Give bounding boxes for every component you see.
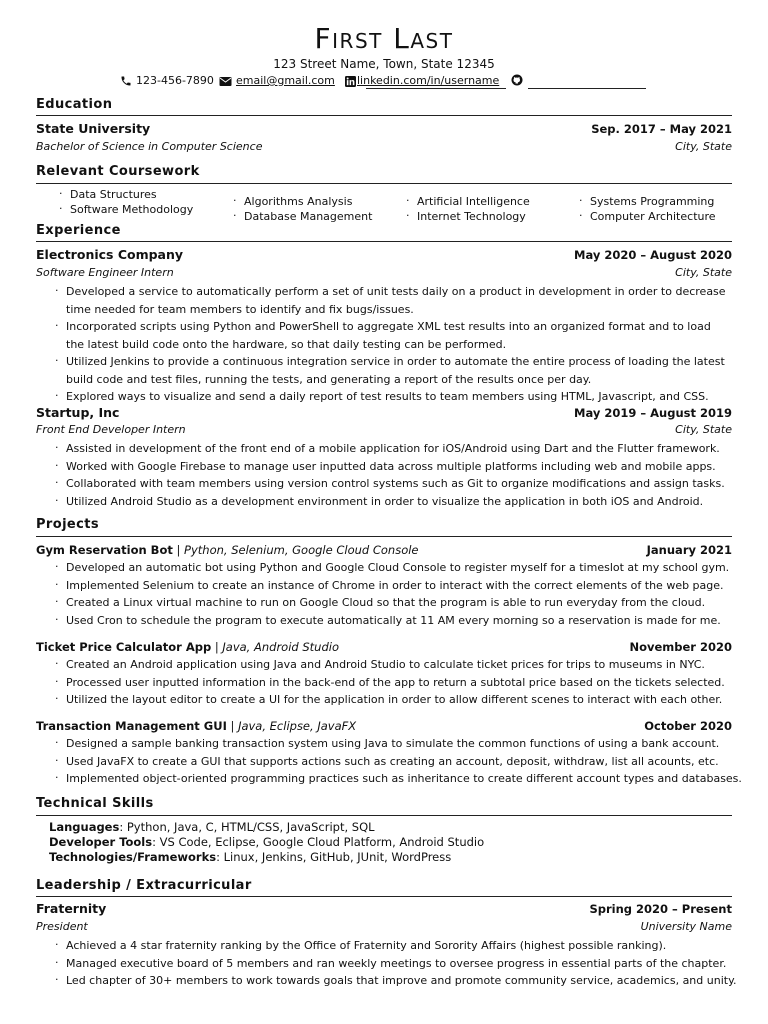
section-rule [36, 241, 732, 242]
school-name: State University [36, 121, 151, 136]
course-item: · Artificial Intelligence [417, 195, 530, 210]
email-item[interactable] [219, 74, 335, 88]
bullet-item: · Utilized Jenkins to provide a continuous integration service in order to automate the entire process of loading the latest build code and test files, running the tests, and generating a report of the results once per day. [66, 353, 732, 388]
bullet-item: · Created a Linux virtual machine to run on Google Cloud so that the program is able to run everyday from the cloud. [66, 594, 732, 612]
email-icon [219, 76, 232, 87]
email-link[interactable]: email@gmail.com [236, 74, 335, 87]
project-tech: Java, Android Studio [222, 640, 339, 654]
skills-label: Technologies/Frameworks [49, 850, 217, 864]
job-dates: May 2019 – August 2019 [574, 406, 732, 420]
bullet-item: · Used JavaFX to create a GUI that supports actions such as creating an account, deposit, withdraw, list all acounts, etc. [66, 753, 732, 771]
leadership-location: University Name [640, 920, 732, 933]
project-date: January 2021 [646, 543, 732, 557]
bullet-item: · Managed executive board of 5 members and ran weekly meetings to oversee progress in essential parts of the chapter. [66, 955, 732, 973]
bullet-item: · Achieved a 4 star fraternity ranking by the Office of Fraternity and Sorority Affairs (highest possible ranking). [66, 937, 732, 955]
bullet-item: · Implemented Selenium to create an instance of Chrome in order to interact with the correct elements of the web page. [66, 577, 732, 595]
education-subheader [36, 140, 732, 154]
course-item: · Algorithms Analysis [244, 195, 372, 210]
section-heading-skills: Technical Skills [36, 796, 154, 811]
bullet-item: · Assisted in development of the front end of a mobile application for iOS/Android using Dart and the Flutter framework. [66, 440, 732, 458]
section-rule [36, 896, 732, 897]
candidate-name: First Last [314, 22, 454, 55]
project-header [36, 640, 732, 655]
linkedin-item[interactable] [345, 74, 499, 88]
skills-value: Linux, Jenkins, GitHub, JUnit, WordPress [223, 850, 452, 864]
project-date: November 2020 [629, 640, 732, 654]
project-bullets [66, 735, 742, 788]
job-header [36, 405, 732, 421]
job-subheader [36, 266, 732, 280]
project-name: Ticket Price Calculator App [36, 640, 212, 654]
skills-tools: Developer Tools: VS Code, Eclipse, Google Cloud Platform, Android Studio [49, 835, 485, 849]
coursework-column-2 [244, 195, 372, 224]
project-bullets [66, 656, 732, 709]
linkedin-link[interactable]: linkedin.com/in/username [357, 74, 500, 87]
github-item[interactable] [511, 74, 527, 86]
bullet-item: · Utilized Android Studio as a development environment in order to visualize the application in both iOS and Android. [66, 493, 732, 511]
project-header [36, 543, 732, 558]
job-bullets [66, 440, 732, 510]
bullet-item: · Led chapter of 30+ members to work towards goals that improve and promote community service, academics, and unity. [66, 972, 732, 990]
github-icon [511, 74, 523, 86]
bullet-item: · Processed user inputted information in the back-end of the app to return a subtotal price based on the tickets selected. [66, 674, 732, 692]
bullet-item: · Worked with Google Firebase to manage user inputted data across multiple platforms including web and mobile apps. [66, 458, 732, 476]
bullet-item: · Developed a service to automatically perform a set of unit tests daily on a product in development in order to decrease time needed for team members to identify and fix bugs/issues. [66, 283, 732, 318]
bullet-item: · Developed an automatic bot using Python and Google Cloud Console to register myself for a timeslot at my school gym. [66, 559, 732, 577]
section-heading-leadership: Leadership / Extracurricular [36, 878, 252, 893]
skills-label: Languages [49, 820, 120, 834]
organization-name: Fraternity [36, 901, 107, 916]
section-rule [36, 183, 732, 184]
section-heading-education: Education [36, 97, 113, 112]
section-heading-coursework: Relevant Coursework [36, 164, 200, 179]
course-item: · Systems Programming [590, 195, 716, 210]
course-item: · Database Management [244, 210, 372, 225]
education-header [36, 121, 732, 137]
project-title: Transaction Management GUI | Java, Eclipse, JavaFX [36, 719, 357, 733]
address: 123 Street Name, Town, State 12345 [273, 57, 495, 71]
bullet-item: · Created an Android application using Java and Android Studio to calculate ticket prices for trips to museums in NYC. [66, 656, 732, 674]
phone-item [120, 74, 214, 88]
project-header [36, 719, 732, 734]
leadership-header [36, 901, 732, 917]
skills-languages: Languages: Python, Java, C, HTML/CSS, JavaScript, SQL [49, 820, 375, 834]
phone-icon [120, 75, 132, 87]
job-location: City, State [675, 266, 732, 279]
project-name: Transaction Management GUI [36, 719, 227, 733]
section-rule [36, 536, 732, 537]
leadership-bullets [66, 937, 737, 990]
project-title: Ticket Price Calculator App | Java, Android Studio [36, 640, 339, 654]
bullet-item: · Designed a sample banking transaction system using Java to simulate the common functions of using a bank account. [66, 735, 732, 753]
bullet-item: · Used Cron to schedule the program to execute automatically at 11 AM every morning so a reservation is made for me. [66, 612, 732, 630]
project-tech: Python, Selenium, Google Cloud Console [184, 543, 419, 557]
section-rule [36, 815, 732, 816]
company-name: Electronics Company [36, 247, 184, 262]
degree: Bachelor of Science in Computer Science [36, 140, 263, 153]
coursework-column-4 [590, 195, 716, 224]
section-heading-projects: Projects [36, 517, 100, 532]
section-rule [36, 115, 732, 116]
bullet-item: · Implemented object-oriented programming practices such as inheritance to create different account types and databases. [66, 770, 732, 788]
bullet-item: · Collaborated with team members using version control systems such as Git to organize modifications and assign tasks. [66, 475, 732, 493]
project-title: Gym Reservation Bot | Python, Selenium, Google Cloud Console [36, 543, 419, 557]
phone-number: 123-456-7890 [136, 74, 214, 87]
project-date: October 2020 [644, 719, 732, 733]
coursework-column-3 [417, 195, 530, 224]
leadership-role: President [36, 920, 88, 933]
skills-value: VS Code, Eclipse, Google Cloud Platform, Android Studio [159, 835, 485, 849]
job-header [36, 247, 732, 263]
education-dates: Sep. 2017 – May 2021 [591, 122, 732, 136]
project-bullets [66, 559, 732, 629]
leadership-subheader [36, 920, 732, 934]
section-heading-experience: Experience [36, 223, 121, 238]
job-dates: May 2020 – August 2020 [574, 248, 732, 262]
job-bullets [66, 283, 732, 406]
project-name: Gym Reservation Bot [36, 543, 173, 557]
bullet-item: · Explored ways to visualize and send a daily report of test results to team members using HTML, Javascript, and CSS. [66, 388, 732, 406]
job-role: Software Engineer Intern [36, 266, 174, 279]
linkedin-underline [366, 88, 506, 89]
course-item: · Data Structures [70, 188, 193, 203]
project-tech: Java, Eclipse, JavaFX [238, 719, 357, 733]
skills-value: Python, Java, C, HTML/CSS, JavaScript, SQL [126, 820, 375, 834]
course-item: · Internet Technology [417, 210, 530, 225]
coursework-column-1 [70, 188, 193, 217]
skills-label: Developer Tools [49, 835, 153, 849]
job-role: Front End Developer Intern [36, 423, 186, 436]
bullet-item: · Incorporated scripts using Python and PowerShell to aggregate XML test results into an organized format and to load the latest build code onto the hardware, so that daily testing can be performed. [66, 318, 732, 353]
course-item: · Software Methodology [70, 203, 193, 218]
job-location: City, State [675, 423, 732, 436]
leadership-dates: Spring 2020 – Present [589, 902, 732, 916]
linkedin-icon [345, 76, 356, 87]
bullet-item: · Utilized the layout editor to create a UI for the application in order to allow different scenes to interact with each other. [66, 691, 732, 709]
company-name: Startup, Inc [36, 405, 120, 420]
skills-list [49, 820, 484, 865]
github-underline [528, 88, 646, 89]
job-subheader [36, 423, 732, 437]
education-location: City, State [675, 140, 732, 153]
skills-technologies: Technologies/Frameworks: Linux, Jenkins, GitHub, JUnit, WordPress [49, 850, 452, 864]
course-item: · Computer Architecture [590, 210, 716, 225]
